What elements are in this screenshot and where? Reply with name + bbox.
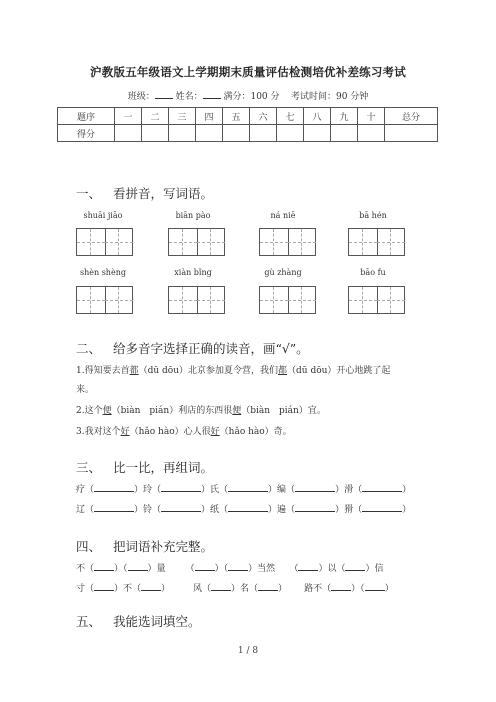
- answer-blank[interactable]: [141, 581, 161, 591]
- header-cell: 七: [277, 108, 304, 125]
- section-title: 看拼音，写词语。: [112, 186, 213, 201]
- header-cell: 四: [196, 108, 223, 125]
- pinyin-label: bā hén: [359, 211, 387, 220]
- writing-grid[interactable]: [348, 286, 405, 314]
- answer-blank[interactable]: [161, 502, 201, 512]
- page-title: 沪教版五年级语文上学期期末质量评估检测培优补差练习考试: [90, 65, 406, 79]
- text: ）以（: [318, 564, 346, 574]
- text: 疗（: [76, 485, 95, 495]
- answer-blank[interactable]: [128, 561, 148, 571]
- text: ）遍（: [268, 505, 296, 515]
- class-field[interactable]: [155, 89, 173, 99]
- answer-blank[interactable]: [258, 581, 278, 591]
- text: （dū dōu）开心地跳了起: [287, 366, 391, 376]
- text: ）: [402, 485, 412, 495]
- underlined-char: 便: [232, 406, 242, 416]
- section-number: 四、: [76, 539, 102, 554]
- writing-grid[interactable]: [348, 228, 405, 256]
- text: 辽（: [76, 505, 95, 515]
- answer-blank[interactable]: [345, 561, 365, 571]
- page-number: 1 / 8: [237, 646, 259, 656]
- text: 寸（: [76, 584, 95, 594]
- text: 路不（: [304, 584, 332, 594]
- answer-blank[interactable]: [295, 482, 335, 492]
- exam-info: [0, 89, 496, 102]
- score-cell[interactable]: [115, 125, 142, 142]
- section-2-heading: [76, 339, 309, 357]
- text: ）: [402, 505, 412, 515]
- text: ）氏（: [201, 485, 229, 495]
- text: （hǎo hào）心人很: [129, 427, 211, 437]
- score-cell[interactable]: [358, 125, 385, 142]
- answer-blank[interactable]: [362, 502, 402, 512]
- section-number: 三、: [76, 460, 102, 475]
- text: （: [185, 564, 195, 574]
- answer-blank[interactable]: [94, 581, 114, 591]
- text: ）（: [214, 564, 229, 574]
- section-title: 给多音字选择正确的读音，画“√”。: [112, 341, 309, 356]
- section-title: 把词语补充完整。: [112, 539, 213, 554]
- answer-blank[interactable]: [228, 561, 248, 571]
- pinyin-label: shuāi jiāo: [83, 211, 123, 220]
- header-cell: 十: [358, 108, 385, 125]
- section-1-heading: [76, 184, 213, 202]
- question-line: [76, 424, 292, 437]
- question-line: 来。: [76, 385, 95, 395]
- name-label: 姓名：: [175, 92, 203, 102]
- answer-blank[interactable]: [298, 561, 318, 571]
- score-cell[interactable]: [304, 125, 331, 142]
- header-cell: 八: [304, 108, 331, 125]
- text: ）量: [147, 564, 166, 574]
- underlined-char: 便: [102, 406, 112, 416]
- text: ）不（: [114, 584, 142, 594]
- answer-blank[interactable]: [295, 502, 335, 512]
- score-row-label: 得分: [58, 125, 115, 142]
- underlined-char: 都: [129, 366, 139, 376]
- header-cell: 六: [250, 108, 277, 125]
- score-cell[interactable]: [250, 125, 277, 142]
- text: 风（: [192, 584, 211, 594]
- underlined-char: 都: [278, 366, 288, 376]
- section-number: 二、: [76, 341, 102, 356]
- name-field[interactable]: [203, 89, 221, 99]
- answer-blank[interactable]: [94, 482, 134, 492]
- question-line: [76, 363, 390, 376]
- section-5-heading: [76, 612, 200, 630]
- text: 2.这个: [76, 406, 103, 416]
- score-cell[interactable]: [169, 125, 196, 142]
- underlined-char: 好: [120, 427, 130, 437]
- answer-blank[interactable]: [228, 502, 268, 512]
- header-cell: 题序: [58, 108, 115, 125]
- text: ）名（: [230, 584, 258, 594]
- score-cell[interactable]: [223, 125, 250, 142]
- section-title: 我能选词填空。: [112, 614, 201, 629]
- writing-grid[interactable]: [168, 228, 225, 256]
- text: ）编（: [268, 485, 296, 495]
- text: 不（: [76, 564, 95, 574]
- pinyin-label: xiàn bǐng: [174, 268, 212, 277]
- idiom-row: [76, 561, 383, 574]
- score-cell[interactable]: [277, 125, 304, 142]
- header-cell: 五: [223, 108, 250, 125]
- text: ）铃（: [134, 505, 162, 515]
- answer-blank[interactable]: [228, 482, 268, 492]
- text: （: [289, 564, 299, 574]
- compare-row: [76, 502, 411, 515]
- compare-row: [76, 482, 411, 495]
- pinyin-label: shèn shèng: [80, 268, 126, 277]
- full-score: 满分：100 分: [223, 92, 280, 102]
- section-3-heading: [76, 458, 213, 476]
- writing-grid[interactable]: [259, 286, 316, 314]
- score-row: [58, 125, 438, 142]
- pinyin-label: biān pào: [175, 211, 211, 220]
- score-cell[interactable]: [196, 125, 223, 142]
- section-number: 五、: [76, 614, 102, 629]
- text: 1.得知要去首: [76, 366, 130, 376]
- answer-blank[interactable]: [365, 581, 385, 591]
- text: ）: [384, 584, 394, 594]
- exam-time: 考试时间：90 分钟: [290, 92, 369, 102]
- text: （biàn pián）宜。: [241, 406, 326, 416]
- text: （hǎo hào）奇。: [219, 427, 292, 437]
- class-label: 班级：: [127, 92, 155, 102]
- answer-blank[interactable]: [362, 482, 402, 492]
- answer-blank[interactable]: [331, 581, 351, 591]
- answer-blank[interactable]: [195, 561, 215, 571]
- text: （dū dōu）北京参加夏令营，我们: [138, 366, 279, 376]
- underlined-char: 好: [210, 427, 220, 437]
- text: ）猾（: [335, 505, 363, 515]
- header-cell: 九: [331, 108, 358, 125]
- header-cell: 三: [169, 108, 196, 125]
- score-cell[interactable]: [331, 125, 358, 142]
- answer-blank[interactable]: [94, 561, 114, 571]
- pinyin-label: bāo fu: [360, 268, 386, 277]
- section-title: 比一比，再组词。: [112, 460, 213, 475]
- header-cell: 一: [115, 108, 142, 125]
- answer-blank[interactable]: [211, 581, 231, 591]
- answer-blank[interactable]: [94, 502, 134, 512]
- writing-grid[interactable]: [168, 286, 225, 314]
- text: ）纸（: [201, 505, 229, 515]
- score-table-header-row: [58, 108, 438, 125]
- writing-grid[interactable]: [76, 286, 133, 314]
- text: 3.我对这个: [76, 427, 121, 437]
- section-4-heading: [76, 537, 213, 555]
- answer-blank[interactable]: [161, 482, 201, 492]
- score-cell[interactable]: [142, 125, 169, 142]
- score-cell[interactable]: [385, 125, 438, 142]
- text: ）: [161, 584, 171, 594]
- header-cell: 总分: [385, 108, 438, 125]
- pinyin-label: gù zhàng: [264, 268, 302, 277]
- text: ）滑（: [335, 485, 363, 495]
- idiom-row: [76, 581, 394, 594]
- text: ）当然: [248, 564, 276, 574]
- text: ）（: [114, 564, 128, 574]
- pinyin-label: ná niē: [270, 211, 296, 220]
- writing-grid[interactable]: [76, 228, 133, 256]
- question-line: [76, 403, 326, 416]
- text: ）（: [351, 584, 365, 594]
- text: ）信: [365, 564, 384, 574]
- score-table: [57, 107, 438, 142]
- writing-grid[interactable]: [259, 228, 316, 256]
- text: ）: [277, 584, 287, 594]
- header-cell: 二: [142, 108, 169, 125]
- text: ）玲（: [134, 485, 162, 495]
- text: （biàn pián）利店的东西很: [111, 406, 233, 416]
- section-number: 一、: [76, 186, 102, 201]
